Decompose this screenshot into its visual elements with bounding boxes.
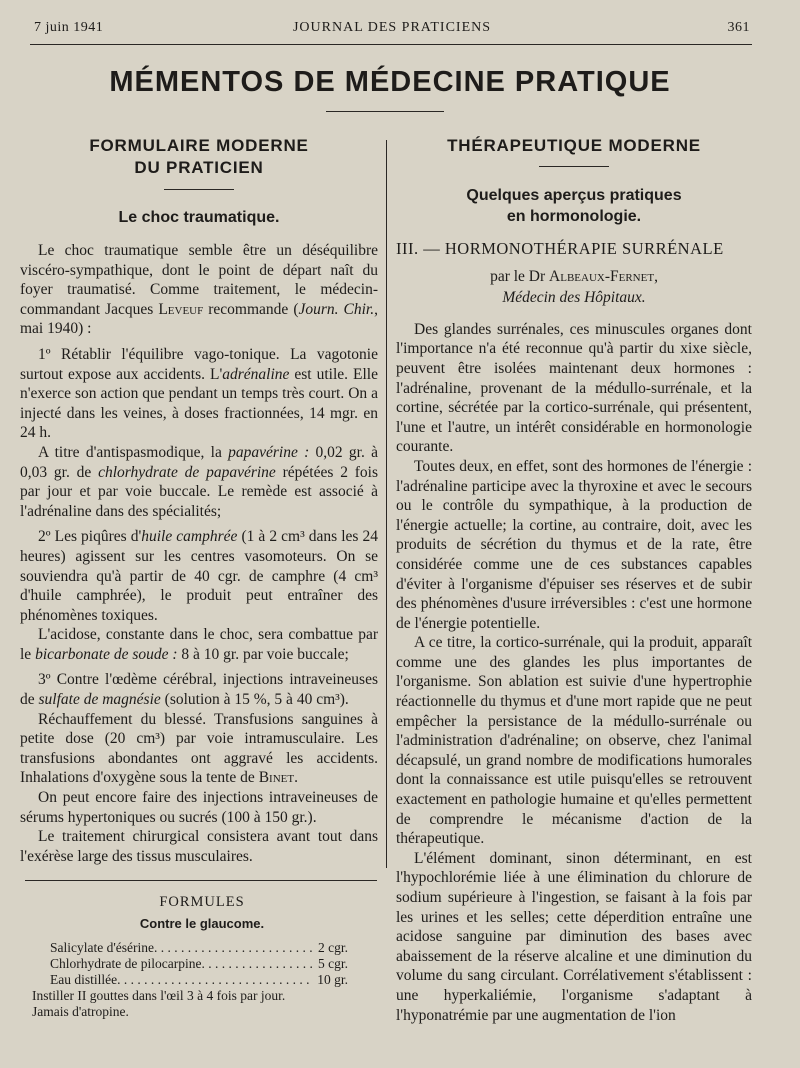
article-subheading: Quelques aperçus pratiques en hormonologie. xyxy=(466,187,682,225)
column-divider xyxy=(386,140,387,868)
paragraph: Des glandes surrénales, ces minuscules organes dont l'importance n'a été reconnue qu'à partir du xixe siècle, peuvent être isolées maintenant deux hormones : l'adrénaline, provenant de la médullo-surrénale, et la cortine, sécrétée par la cortico-surrénale, qui présentent, l'une et l'autre, un intérêt considérable en hormonologie courante. xyxy=(396,320,752,456)
formula-row: Eau distillée . . . 10 gr. xyxy=(30,972,374,988)
left-column xyxy=(20,131,378,866)
byline: par le Dr Albeaux-Fernet, xyxy=(490,267,658,285)
title-rule xyxy=(326,111,444,112)
formula-row: Chlorhydrate de pilocarpine . . . 5 cgr. xyxy=(30,956,374,972)
paragraph: 1º Rétablir l'équilibre vago-tonique. La vagotonie surtout expose aux accidents. L'adrénaline est utile. Elle n'exerce son action que pendant un temps très court. On a injecté dans les veines, à doses fractionnées, 14 mgr. en 24 h. xyxy=(20,345,378,442)
left-heading-rule xyxy=(164,189,234,190)
page-number: 361 xyxy=(727,20,750,35)
paragraph: 3º Contre l'œdème cérébral, injections intraveineuses de sulfate de magnésie (solution à 15 %, 5 à 40 cm³). xyxy=(20,671,378,709)
paragraph: L'élément dominant, sinon déterminant, en est l'hypochlorémie liée à une élimination du chlorure de sodium supérieure à l'ingestion, se faisant à la fois par les urines et les selles; cette déperdition entraîne une acidose sanguine par diminution des bases avec abaissement de la réserve alcaline et une diminution du volume du sang circulant. Corrélativement s'établissent : une hyperkaliémie, l'organisme s'adaptant à l'hyponatrémie par une augmentation de l'ion xyxy=(396,849,752,1024)
left-section-heading: FORMULAIRE MODERNE DU PRATICIEN xyxy=(89,136,309,177)
paragraph: 2º Les piqûres d'huile camphrée (1 à 2 cm³ dans les 24 heures) agissent sur les centres vasomoteurs. On se souviendra qu'à partir de 40 cgr. de camphre (4 cm³ d'huile camphrée), le produit peut entraîner des phénomènes toxiques. xyxy=(20,528,378,624)
formulas-box xyxy=(30,878,374,1020)
page-title: MÉMENTOS DE MÉDECINE PRATIQUE xyxy=(109,66,671,98)
paragraph: A titre d'antispasmodique, la papavérine : 0,02 gr. à 0,03 gr. de chlorhydrate de papavérine répétées 2 fois par jour et par voie buccale. Le remède est associé à l'adrénaline dans des spécialités; xyxy=(20,443,378,520)
paragraph: Le traitement chirurgical consistera avant tout dans l'exérèse large des tissus musculaires. xyxy=(20,828,378,865)
paragraph: Réchauffement du blessé. Transfusions sanguines à petite dose (20 cm³) par voie intramusculaire. Les transfusions abondantes ont aggravé les accidents. Inhalations d'oxygène sous la tente de Binet. xyxy=(20,710,378,787)
right-column xyxy=(396,131,752,1025)
journal-name: JOURNAL DES PRATICIENS xyxy=(292,20,492,35)
paragraph: Toutes deux, en effet, sont des hormones de l'énergie : l'adrénaline participe avec la thyroxine et avec le secours ou le contrôle du sympathique, à la production de l'énergie actuelle; la cortine, au contraire, doit, avec les produits de sécrétion du thymus et de la rate, être considérée comme une de ces substances capables d'éviter à l'organisme d'épuiser ses réserves et de subir des phénomènes d'usure irréversibles : c'est une hormone de l'énergie potentielle. xyxy=(396,457,752,632)
header-rule xyxy=(30,44,752,45)
formula-row: Salicylate d'ésérine . . . 2 cgr. xyxy=(30,940,374,956)
author-affiliation: Médecin des Hôpitaux. xyxy=(502,289,646,307)
formulas-title: FORMULES xyxy=(159,894,245,910)
paragraph: Le choc traumatique semble être un déséquilibre viscéro-sympathique, dont le point de départ naît du foyer traumatisé. Comme traitement, le médecin-commandant Jacques Leveuf recommande (Journ. Chir., mai 1940) : xyxy=(20,242,378,338)
paragraph: L'acidose, constante dans le choc, sera combattue par le bicarbonate de soude : 8 à 10 gr. par voie buccale; xyxy=(20,626,378,663)
paragraph: A ce titre, la cortico-surrénale, qui la produit, apparaît comme une des glandes les plus importantes de l'organisme. Son ablation est suivie d'une hypertrophie réactionnelle du thymus et d'une mort rapide que ne peut empêcher la persistance de la médullo-surrénale ou l'administration d'adrénaline; on observe, chez l'animal décapsulé, un grand nombre de modifications humorales dont la connaissance est utile puisqu'elles se retrouvent exactement en pathologie humaine et qu'elles permettent de comprendre le mécanisme d'action de la thérapeutique. xyxy=(396,634,752,848)
section-title: III. — HORMONOTHÉRAPIE SURRÉNALE xyxy=(396,239,724,258)
formula-instruction: Instiller II gouttes dans l'œil 3 à 4 fois par jour. xyxy=(32,988,286,1003)
right-section-heading: THÉRAPEUTIQUE MODERNE xyxy=(447,136,701,155)
formulas-subtitle: Contre le glaucome. xyxy=(139,916,265,931)
article-subheading: Le choc traumatique. xyxy=(118,209,280,226)
issue-date: 7 juin 1941 xyxy=(34,20,104,35)
formula-warning: Jamais d'atropine. xyxy=(32,1004,129,1019)
paragraph: On peut encore faire des injections intraveineuses de sérums hypertoniques ou sucrés (100 à 150 gr.). xyxy=(20,789,378,826)
right-heading-rule xyxy=(539,166,609,167)
